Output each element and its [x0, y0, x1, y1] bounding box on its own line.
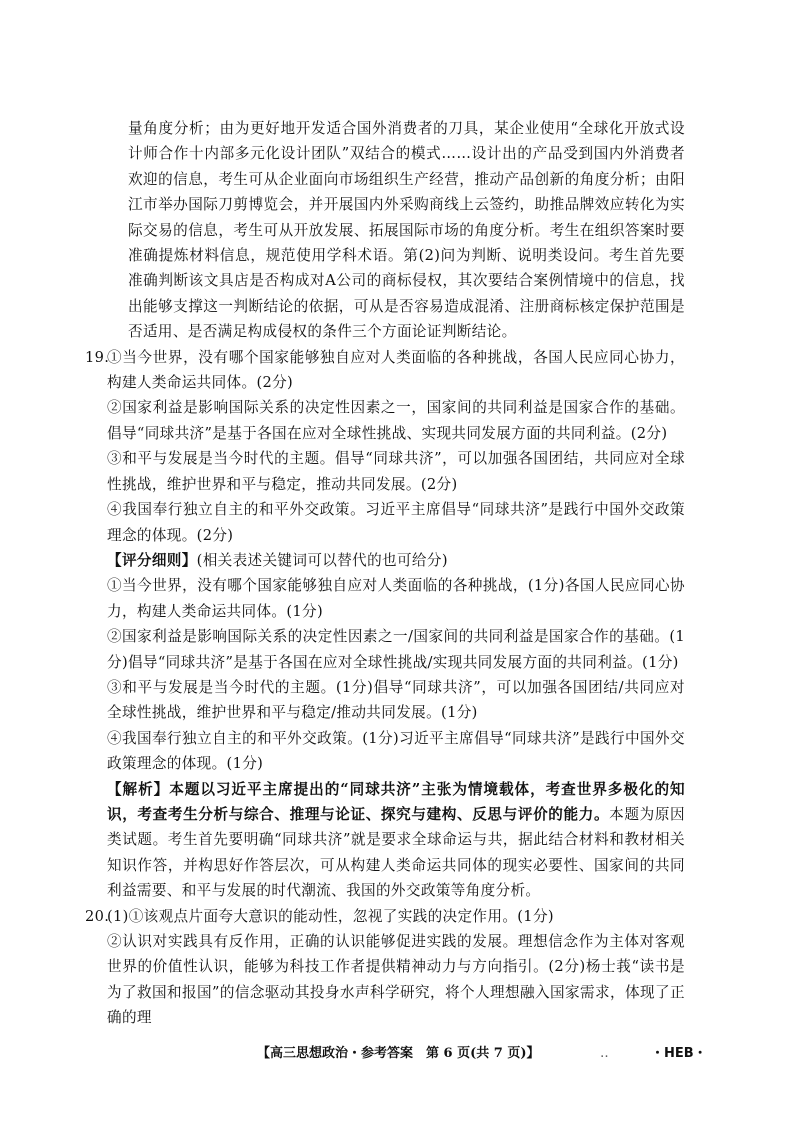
question-20-number: 20.	[85, 907, 110, 925]
analysis-text: 本题为原因类试题。考生首先要明确“同球共济”就是要求全球命运与共，据此结合材料和教材相关知识作答，并构思好作答层次，可从构建人类命运共同体的现实必要性、国家间的共同利益需要、和平与发展的时代潮流、我国的外交政策等角度分析。	[107, 805, 685, 900]
scoring-rubric-heading	[107, 548, 685, 573]
question-20-point-2: ②认识对实践具有反作用，正确的认识能够促进实践的发展。理想信念作为主体对客观世界的价值性认识，能够为科技工作者提供精神动力与方向指引。(2分)杨士莪“读书是为了救国和报国”的信念驱动其投身水声科学研究，将个人理想融入国家需求，体现了正确的理	[107, 933, 685, 1027]
page-content	[0, 116, 800, 1031]
rubric-item-4: ④我国奉行独立自主的和平外交政策。(1分)习近平主席倡导“同球共济”是践行中国外交政策理念的体现。(1分)	[107, 729, 685, 773]
scoring-rubric-title: 【评分细则】	[107, 551, 197, 569]
rubric-item-2: ②国家利益是影响国际关系的决定性因素之一/国家间的共同利益是国家合作的基础。(1分)倡导“同球共济”是基于各国在应对全球性挑战/实现共同发展方面的共同利益。(1分)	[107, 628, 685, 671]
question-19-analysis	[107, 777, 685, 904]
rubric-item-3: ③和平与发展是当今时代的主题。(1分)倡导“同球共济”，可以加强各国团结/共同应对全球性挑战，维护世界和平与稳定/推动共同发展。(1分)	[107, 678, 685, 722]
question-19-point-2: ②国家利益是影响国际关系的决定性因素之一，国家间的共同利益是国家合作的基础。倡导“同球共济”是基于各国在应对全球性挑战、实现共同发展方面的共同利益。(2分)	[107, 399, 685, 442]
question-20-point-1-text: (1)①该观点片面夸大意识的能动性，忽视了实践的决定作用。(1分)	[107, 907, 554, 925]
footer-page-info: 【高三思想政治・参考答案 第 6 页(共 7 页)】	[257, 1046, 540, 1061]
question-19-point-1-text: ①当今世界，没有哪个国家能够独自应对人类面临的各种挑战，各国人民应同心协力，构建人类命运共同体。(2分)	[107, 348, 685, 392]
scoring-rubric-note: (相关表述关键词可以替代的也可给分)	[196, 551, 448, 569]
question-20-point-1	[85, 904, 685, 929]
footer-dots: ‥	[600, 1046, 609, 1061]
analysis-bold-text: 【解析】本题以习近平主席提出的“同球共济”主张为情境载体，考查世界多极化的知识，考查考生分析与综合、推理与论证、探究与建构、反思与评价的能力。	[107, 780, 685, 823]
question-19-point-3: ③和平与发展是当今时代的主题。倡导“同球共济”，可以加强各国团结，共同应对全球性挑战，维护世界和平与稳定，推动共同发展。(2分)	[107, 450, 685, 493]
question-19-point-1	[85, 345, 685, 396]
rubric-item-1: ①当今世界，没有哪个国家能够独自应对人类面临的各种挑战，(1分)各国人民应同心协力，构建人类命运共同体。(1分)	[107, 577, 685, 620]
footer-code: ・HEB・	[651, 1046, 707, 1061]
question-19-number: 19.	[85, 348, 110, 366]
question-19-point-4: ④我国奉行独立自主的和平外交政策。习近平主席倡导“同球共济”是践行中国外交政策理念的体现。(2分)	[107, 501, 685, 544]
analysis-continuation: 量角度分析；由为更好地开发适合国外消费者的刀具，某企业使用“全球化开放式设计师合作十内部多元化设计团队”双结合的模式……设计出的产品受到国内外消费者欢迎的信息，考生可从企业面向市场组织生产经营，推动产品创新的角度分析；由阳江市举办国际刀剪博览会，并开展国内外采购商线上云签约，助推品牌效应转化为实际交易的信息，考生可从开放发展、拓展国际市场的角度分析。考生在组织答案时要准确提炼材料信息，规范使用学科术语。第(2)问为判断、说明类设问。考生首先要准确判断该文具店是否构成对A公司的商标侵权，其次要结合案例情境中的信息，找出能够支撑这一判断结论的依据，可从是否容易造成混淆、注册商标核定保护范围是否适用、是否满足构成侵权的条件三个方面论证判断结论。	[128, 120, 685, 341]
